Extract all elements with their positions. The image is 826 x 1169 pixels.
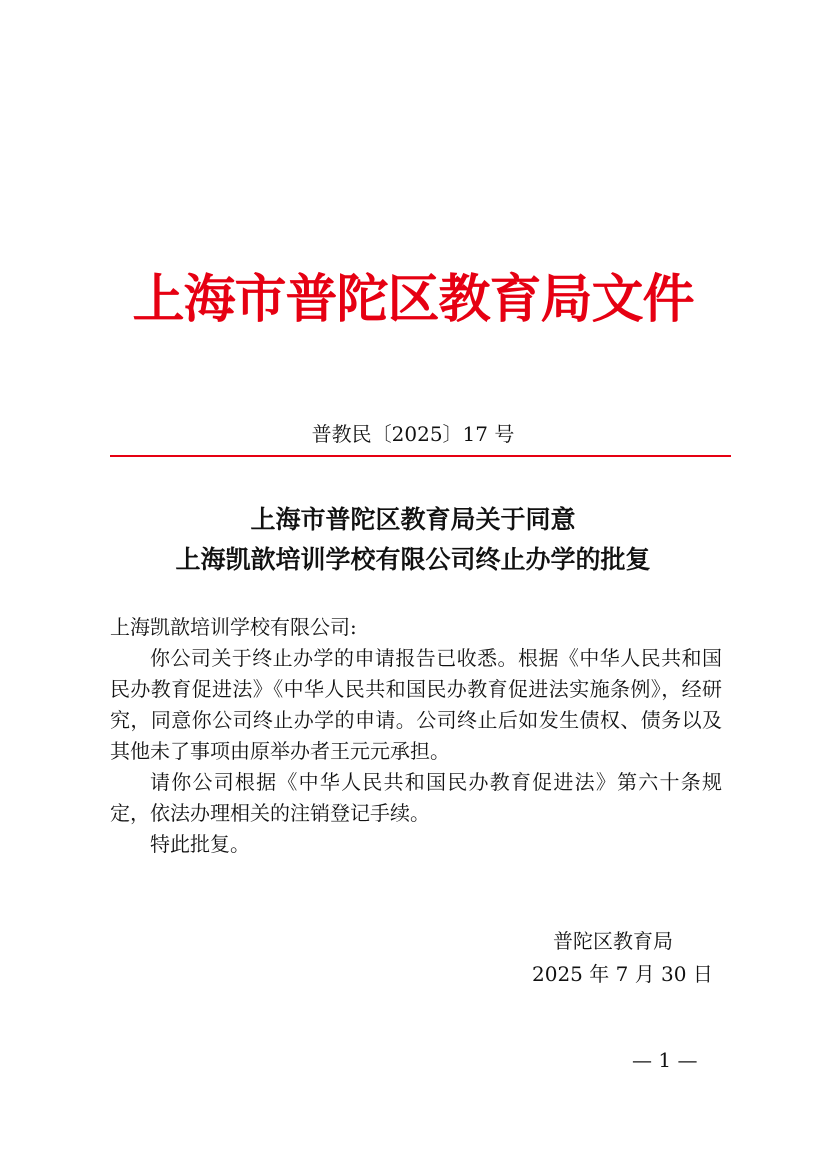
red-divider-line (110, 455, 731, 457)
page-number: — 1 — (632, 1048, 698, 1072)
body-paragraph-3: 特此批复。 (150, 832, 250, 856)
document-title-line-2: 上海凯歆培训学校有限公司终止办学的批复 (175, 545, 651, 574)
body-paragraph-1: 你公司关于终止办学的申请报告已收悉。根据《中华人民共和国民办教育促进法》《中华人民共和国民办教育促进法实施条例》，经研究，同意你公司终止办学的申请。公司终止后如发生债权、债务以及其他未了事项由原举办者王元元承担。 (110, 646, 722, 763)
document-title (0, 500, 826, 580)
document-title-line-1: 上海市普陀区教育局关于同意 (250, 505, 576, 534)
document-number: 普教民〔2025〕17 号 (311, 422, 515, 446)
document-body (110, 612, 722, 860)
addressee: 上海凯歆培训学校有限公司: (110, 615, 357, 639)
issuer-title: 上海市普陀区教育局文件 (132, 269, 694, 330)
signature-date: 2025 年 7 月 30 日 (532, 962, 713, 986)
body-paragraph-2: 请你公司根据《中华人民共和国民办教育促进法》第六十条规定，依法办理相关的注销登记手续。 (110, 770, 722, 825)
signature-organization: 普陀区教育局 (553, 929, 673, 953)
